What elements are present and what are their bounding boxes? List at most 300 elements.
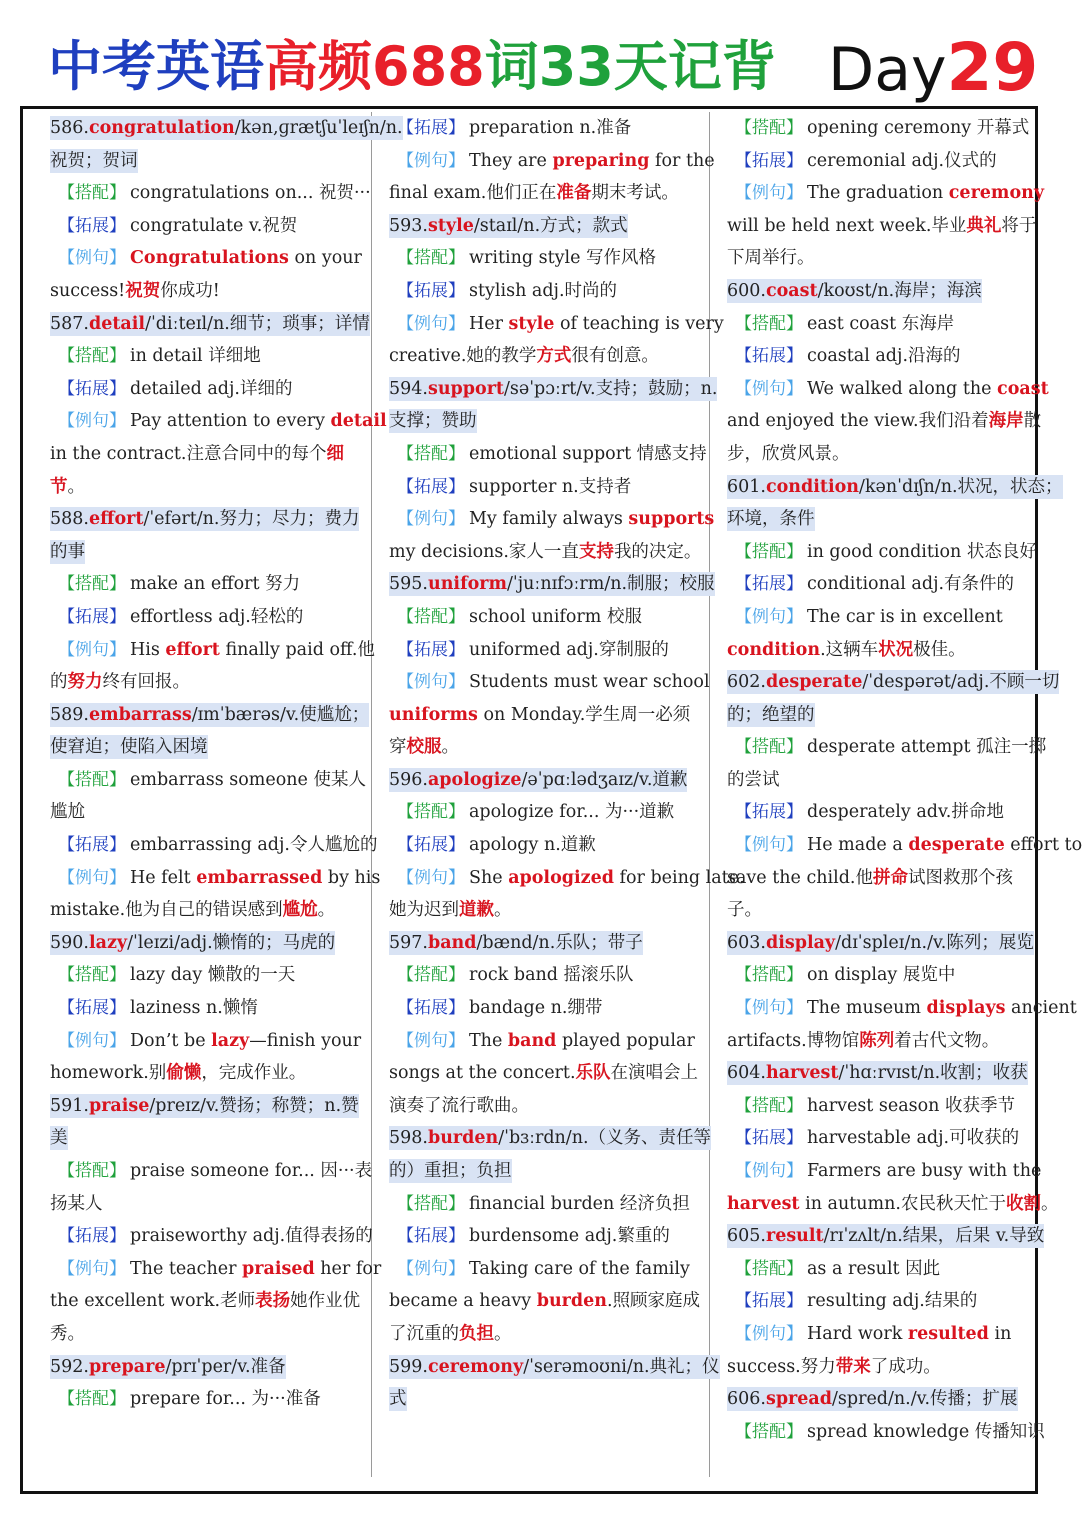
entry-text: 散 <box>1023 411 1042 432</box>
entry-text: and enjoyed the view.我们沿着 <box>727 411 989 432</box>
entry-detail-line <box>50 862 381 895</box>
entry-detail-line <box>389 308 724 341</box>
entry-text: stylish adj.时尚的 <box>469 280 618 301</box>
entry-text: 演奏了流行歌曲。 <box>389 1095 529 1116</box>
entry-text: 她为迟到 <box>389 900 459 921</box>
entry-headword-line <box>50 699 368 732</box>
entry-text: detailed adj.详细的 <box>130 378 293 399</box>
entry-text: 。 <box>1040 1193 1059 1214</box>
entry-detail-line <box>727 536 1045 569</box>
entry-text: /ˈbɜːrdn/n.（义务、责任等 <box>498 1128 712 1149</box>
headword-highlight <box>50 312 370 336</box>
entry-text: east coast 东海岸 <box>807 313 955 334</box>
entry-text: 。 <box>317 900 336 921</box>
entry-detail-line <box>727 601 1045 634</box>
entry-detail-line <box>727 829 1082 862</box>
example-tag: 【例句】 <box>735 183 803 204</box>
entry-text: success.努力 <box>727 1356 836 1377</box>
headword-highlight <box>50 931 335 955</box>
headword-highlight <box>727 931 1034 955</box>
highlighted-text: apologized <box>508 867 614 888</box>
collocation-tag: 【搭配】 <box>58 574 126 595</box>
extension-tag: 【拓展】 <box>735 1291 803 1312</box>
highlighted-text: harvest <box>727 1193 800 1214</box>
entry-text: apologize for... 为···道歉 <box>469 802 675 823</box>
headword-highlight <box>50 507 359 531</box>
entry-text: /kən‚ɡrætʃuˈleɪʃn/n. <box>234 118 403 138</box>
headword-highlight <box>727 475 1063 499</box>
example-tag: 【例句】 <box>735 998 803 1019</box>
entry-detail-line <box>727 112 1045 145</box>
entry-detail-line <box>389 145 715 178</box>
highlighted-text: 细 <box>326 443 344 464</box>
headword: support <box>427 378 504 399</box>
highlighted-text: 方式 <box>536 346 572 367</box>
headword: band <box>427 932 477 953</box>
entry-headword-line <box>389 1383 707 1416</box>
extension-tag: 【拓展】 <box>735 150 803 171</box>
example-tag: 【例句】 <box>397 867 465 888</box>
entry-text: The graduation <box>807 183 949 204</box>
collocation-tag: 【搭配】 <box>397 965 465 986</box>
entry-detail-line <box>50 242 368 275</box>
day-number: 29 <box>946 29 1039 106</box>
extension-tag: 【拓展】 <box>397 835 465 856</box>
headword-highlight <box>727 279 982 303</box>
headword: coast <box>765 280 818 301</box>
entry-detail-line <box>50 764 368 797</box>
entry-number: 603. <box>727 932 766 953</box>
example-tag: 【例句】 <box>58 248 126 269</box>
entry-text-line <box>727 1025 1045 1058</box>
entry-text: in autumn.农民秋天忙于 <box>799 1193 1006 1214</box>
entry-headword-line <box>50 145 368 178</box>
headword-highlight <box>389 1355 720 1379</box>
entry-text: spread knowledge 传播知识 <box>807 1421 1045 1442</box>
entry-text-line <box>50 438 368 471</box>
entry-text-line <box>389 699 707 732</box>
headword-highlight <box>50 1355 286 1379</box>
entry-text: of teaching is very <box>554 313 724 334</box>
highlighted-text: 偷懒 <box>166 1063 202 1084</box>
example-tag: 【例句】 <box>397 509 465 530</box>
entry-text-line <box>389 536 707 569</box>
highlighted-text: 节 <box>50 476 68 497</box>
entry-headword-line <box>727 1220 1045 1253</box>
entry-text: /ˈefərt/n.努力；尽力；费力 <box>143 509 360 530</box>
entry-text: in the contract.注意合同中的每个 <box>50 443 327 464</box>
entry-detail-line <box>389 242 707 275</box>
collocation-tag: 【搭配】 <box>397 248 465 269</box>
highlighted-text: ceremony <box>948 183 1045 204</box>
entry-text: /ˈdespərət/adj.不顾一切 <box>862 672 1060 693</box>
headword-highlight <box>50 540 85 564</box>
entry-detail-line <box>727 145 1045 178</box>
headword: detail <box>88 313 146 334</box>
entry-text: 的；绝望的 <box>727 704 815 725</box>
entry-text: 期末考试。 <box>591 183 679 204</box>
highlighted-text: 负担 <box>459 1323 494 1344</box>
entry-text: 秀。 <box>50 1323 85 1344</box>
entry-detail-line <box>389 601 707 634</box>
entry-text: final exam.他们正在 <box>389 183 557 204</box>
headword-highlight <box>727 670 1059 694</box>
entry-text: 祝贺；贺词 <box>50 150 138 171</box>
entry-text: Hard work <box>807 1323 908 1344</box>
entry-text: on display 展览中 <box>807 965 956 986</box>
entry-number: 600. <box>727 280 766 301</box>
entry-text-line <box>50 275 368 308</box>
entry-text: 照顾家庭成 <box>612 1291 701 1312</box>
entry-text: congratulate v.祝贺 <box>130 215 298 236</box>
entry-detail-line <box>727 373 1049 406</box>
example-tag: 【例句】 <box>735 1323 803 1344</box>
example-tag: 【例句】 <box>735 835 803 856</box>
highlighted-text: band <box>507 1030 557 1051</box>
entry-text: for being late. <box>613 867 745 888</box>
entry-text: by his <box>322 867 381 888</box>
entry-text: laziness n.懒惰 <box>130 998 258 1019</box>
entry-text-line <box>50 1057 368 1090</box>
entry-detail-line <box>727 731 1045 764</box>
entry-text: /ˈjuːnɪfɔːrm/n.制服；校服 <box>507 574 715 595</box>
title-part-3: 词33天记背 <box>484 35 776 98</box>
collocation-tag: 【搭配】 <box>58 1389 126 1410</box>
highlighted-text: condition <box>727 639 821 660</box>
collocation-tag: 【搭配】 <box>735 541 803 562</box>
entry-number: 592. <box>50 1356 89 1377</box>
entry-text-line <box>727 242 1045 275</box>
entry-text-line <box>389 1057 707 1090</box>
highlighted-text: displays <box>926 998 1006 1019</box>
entry-detail-line <box>50 210 368 243</box>
entry-text: the excellent work.老师 <box>50 1291 256 1312</box>
entry-text: /səˈpɔːrt/v.支持；鼓励；n. <box>504 378 718 399</box>
entry-headword-line <box>50 731 368 764</box>
entry-text-line <box>727 894 1045 927</box>
entry-number: 596. <box>389 769 428 790</box>
highlighted-text: 乐队 <box>575 1063 611 1084</box>
entry-headword-line <box>50 536 368 569</box>
entry-number: 589. <box>50 704 89 725</box>
entry-text: save the child.他 <box>727 867 873 888</box>
entry-detail-line <box>389 862 745 895</box>
example-tag: 【例句】 <box>58 1030 126 1051</box>
entry-headword-line <box>389 568 715 601</box>
extension-tag: 【拓展】 <box>735 1128 803 1149</box>
entry-detail-line <box>727 1285 1045 1318</box>
highlighted-text: resulted <box>907 1323 989 1344</box>
entry-text: in good condition 状态良好 <box>807 541 1037 562</box>
entry-text: 我的决定。 <box>613 541 702 562</box>
entry-headword-line <box>727 1057 1045 1090</box>
entry-text: ，完成作业。 <box>201 1063 307 1084</box>
entry-text: on your <box>288 248 362 269</box>
entry-text: in <box>988 1323 1012 1344</box>
entry-text: bandage n.绷带 <box>469 998 603 1019</box>
collocation-tag: 【搭配】 <box>735 1258 803 1279</box>
entry-text: harvest season 收获季节 <box>807 1095 1016 1116</box>
entry-text: lazy day 懒散的一天 <box>130 965 296 986</box>
collocation-tag: 【搭配】 <box>735 737 803 758</box>
entry-detail-line <box>50 1220 373 1253</box>
entry-detail-line <box>50 829 378 862</box>
highlighted-text: effort <box>165 639 220 660</box>
entry-text-line <box>727 862 1045 895</box>
entry-text-line <box>727 438 1045 471</box>
headword-highlight <box>389 1126 711 1150</box>
entry-text: preparation n.准备 <box>469 118 632 138</box>
headword: uniform <box>427 574 508 595</box>
headword-highlight <box>389 377 717 401</box>
entry-text: /spred/n./v.传播；扩展 <box>832 1389 1018 1410</box>
entry-text: Don’t be <box>130 1030 212 1051</box>
entry-number: 599. <box>389 1356 428 1377</box>
entry-text: ceremonial adj.仪式的 <box>807 150 997 171</box>
entry-text: effortless adj.轻松的 <box>130 606 304 627</box>
highlighted-text: 努力 <box>67 672 103 693</box>
headword-highlight <box>389 931 643 955</box>
entry-text: /rɪˈzʌlt/n.结果，后果 v.导致 <box>823 1226 1045 1247</box>
example-tag: 【例句】 <box>397 150 465 171</box>
entry-text: 终有回报。 <box>102 672 190 693</box>
entry-text: 式 <box>389 1389 407 1410</box>
highlighted-text: uniforms <box>389 704 478 725</box>
example-tag: 【例句】 <box>397 1030 465 1051</box>
entry-text-line <box>50 666 368 699</box>
headword: spread <box>765 1389 832 1410</box>
title-part-2: 高频688 <box>264 35 485 98</box>
entry-text: 下周举行。 <box>727 248 815 269</box>
entry-text: /kənˈdɪʃn/n.状况，状态； <box>859 476 1063 497</box>
highlighted-text: 表扬 <box>255 1291 291 1312</box>
entry-text-line <box>727 210 1045 243</box>
entry-text: He felt <box>130 867 197 888</box>
entry-text: rock band 摇滚乐队 <box>469 965 634 986</box>
example-tag: 【例句】 <box>397 672 465 693</box>
extension-tag: 【拓展】 <box>735 802 803 823</box>
entry-number: 601. <box>727 476 766 497</box>
entry-detail-line <box>50 405 387 438</box>
highlighted-text: 带来 <box>835 1356 871 1377</box>
entry-text: .这辆车 <box>820 639 879 660</box>
entry-detail-line <box>389 1220 707 1253</box>
entry-detail-line <box>50 373 368 406</box>
entry-text: success! <box>50 280 126 301</box>
entry-text: /preɪz/v.赞扬；称赞；n.赞 <box>149 1095 359 1116</box>
entry-text: /dɪˈspleɪ/n./v.陈列；展览 <box>835 932 1034 953</box>
entry-text: apology n.道歉 <box>469 835 596 856</box>
highlighted-text: 支持 <box>578 541 614 562</box>
entry-text: My family always <box>469 509 629 530</box>
headword: congratulation <box>88 118 235 138</box>
entry-text: her for <box>314 1258 382 1279</box>
entry-detail-line <box>50 1383 368 1416</box>
extension-tag: 【拓展】 <box>397 1226 465 1247</box>
headword-highlight <box>50 116 403 140</box>
entry-headword-line <box>50 1090 368 1123</box>
entry-number: 591. <box>50 1095 89 1116</box>
headword-highlight <box>727 507 815 531</box>
entry-text: 的 <box>50 672 68 693</box>
collocation-tag: 【搭配】 <box>397 606 465 627</box>
entry-text: The car is in excellent <box>807 606 1003 627</box>
headword: lazy <box>88 932 128 953</box>
highlighted-text: lazy <box>211 1030 250 1051</box>
vocab-column-2 <box>389 112 745 1416</box>
day-text: Day <box>828 35 947 105</box>
entry-number: 590. <box>50 932 89 953</box>
headword: prepare <box>88 1356 166 1377</box>
example-tag: 【例句】 <box>397 1258 465 1279</box>
entry-text: became a heavy <box>389 1291 537 1312</box>
entry-text: 步，欣赏风景。 <box>727 443 850 464</box>
highlighted-text: burden <box>536 1291 607 1312</box>
entry-text: 尴尬 <box>50 802 85 823</box>
entry-text: 子。 <box>727 900 762 921</box>
extension-tag: 【拓展】 <box>58 835 126 856</box>
collocation-tag: 【搭配】 <box>58 769 126 790</box>
entry-text: We walked along the <box>807 378 998 399</box>
extension-tag: 【拓展】 <box>397 639 465 660</box>
entry-text: opening ceremony 开幕式 <box>807 118 1030 138</box>
headword: desperate <box>765 672 863 693</box>
collocation-tag: 【搭配】 <box>735 118 803 138</box>
collocation-tag: 【搭配】 <box>58 346 126 367</box>
headword: apologize <box>427 769 522 790</box>
entry-detail-line <box>50 992 368 1025</box>
entry-detail-line <box>50 568 368 601</box>
headword-highlight <box>389 1159 512 1183</box>
headword: result <box>765 1226 824 1247</box>
entry-text: embarrassing adj.令人尴尬的 <box>130 835 378 856</box>
entry-headword-line <box>389 927 707 960</box>
headword: effort <box>88 509 144 530</box>
headword-highlight <box>389 768 687 792</box>
entry-headword-line <box>50 1122 368 1155</box>
entry-text: resulting adj.结果的 <box>807 1291 978 1312</box>
highlighted-text: 祝贺 <box>125 280 161 301</box>
entry-text-line <box>727 1188 1059 1221</box>
entry-text: praiseworthy adj.值得表扬的 <box>130 1226 373 1247</box>
entry-detail-line <box>389 471 707 504</box>
entry-detail-line <box>50 340 368 373</box>
entry-text-line <box>50 1318 368 1351</box>
highlighted-text: 校服 <box>406 737 442 758</box>
headword: condition <box>765 476 860 497</box>
entry-text: conditional adj.有条件的 <box>807 574 1015 595</box>
extension-tag: 【拓展】 <box>58 1226 126 1247</box>
entry-text: writing style 写作风格 <box>469 248 657 269</box>
entry-text: 将于 <box>1001 215 1037 236</box>
collocation-tag: 【搭配】 <box>58 183 126 204</box>
title-part-1: 中考英语 <box>48 35 264 98</box>
entry-text: ancient <box>1005 998 1077 1019</box>
highlighted-text: 陈列 <box>859 1030 895 1051</box>
entry-text: 着古代文物。 <box>894 1030 1000 1051</box>
extension-tag: 【拓展】 <box>397 118 465 138</box>
entry-detail-line <box>50 177 371 210</box>
entry-text: burdensome adj.繁重的 <box>469 1226 670 1247</box>
entry-text: emotional support 情感支持 <box>469 443 707 464</box>
headword: embarrass <box>88 704 192 725</box>
entry-text: 。 <box>494 1323 512 1344</box>
entry-text: The <box>469 1030 508 1051</box>
example-tag: 【例句】 <box>735 1161 803 1181</box>
entry-headword-line <box>389 1155 707 1188</box>
entry-text: 试图救那个孩 <box>907 867 1013 888</box>
entry-text: embarrass someone 使某人 <box>130 769 366 790</box>
example-tag: 【例句】 <box>735 378 803 399</box>
highlighted-text: style <box>508 313 555 334</box>
extension-tag: 【拓展】 <box>58 378 126 399</box>
entry-text: coastal adj.沿海的 <box>807 346 961 367</box>
headword-highlight <box>727 1224 1044 1248</box>
entry-text: my decisions.家人一直 <box>389 541 579 562</box>
entry-detail-line <box>389 992 707 1025</box>
headword: display <box>765 932 836 953</box>
entry-number: 593. <box>389 215 428 236</box>
entry-text: —finish your <box>249 1030 362 1051</box>
entry-text: The museum <box>807 998 927 1019</box>
entry-text: desperately adv.拼命地 <box>807 802 1004 823</box>
entry-text: supporter n.支持者 <box>469 476 632 497</box>
entry-detail-line <box>727 340 1045 373</box>
entry-headword-line <box>727 1383 1045 1416</box>
headword-highlight <box>50 1126 68 1150</box>
entry-detail-line <box>727 1318 1045 1351</box>
entry-headword-line <box>389 210 707 243</box>
collocation-tag: 【搭配】 <box>735 1421 803 1442</box>
entry-text-line <box>50 1285 368 1318</box>
highlighted-text: 准备 <box>556 183 592 204</box>
entry-text-line <box>727 1351 1045 1384</box>
entry-number: 605. <box>727 1226 766 1247</box>
entry-headword-line <box>389 1122 712 1155</box>
entry-text: /ˈserəmoʊni/n.典礼；仪 <box>523 1356 720 1377</box>
entry-headword-line <box>727 471 1063 504</box>
highlighted-text: detail <box>330 411 387 432</box>
example-tag: 【例句】 <box>58 1258 126 1279</box>
example-tag: 【例句】 <box>735 606 803 627</box>
entry-detail-line <box>50 1253 382 1286</box>
entry-detail-line <box>50 959 368 992</box>
entry-headword-line <box>727 503 1045 536</box>
entry-number: 597. <box>389 932 428 953</box>
headword-highlight <box>389 409 477 433</box>
collocation-tag: 【搭配】 <box>735 313 803 334</box>
entry-detail-line <box>727 1253 1045 1286</box>
entry-detail-line <box>50 634 375 667</box>
entry-text-line <box>727 405 1045 438</box>
entry-text: Her <box>469 313 509 334</box>
entry-text: mistake.他为自己的错误感到 <box>50 900 283 921</box>
highlighted-text: preparing <box>552 150 650 171</box>
entry-detail-line <box>389 829 707 862</box>
entry-text: played popular <box>556 1030 695 1051</box>
extension-tag: 【拓展】 <box>397 280 465 301</box>
entry-text: effort to <box>1004 835 1082 856</box>
entry-text: /ˈleɪzi/adj.懒惰的；马虎的 <box>127 932 336 953</box>
entry-number: 595. <box>389 574 428 595</box>
entry-text-line <box>389 731 707 764</box>
headword-highlight <box>389 572 715 596</box>
headword-highlight <box>389 1387 407 1411</box>
entry-text: for the <box>649 150 715 171</box>
extension-tag: 【拓展】 <box>58 606 126 627</box>
entry-text-line <box>389 1285 707 1318</box>
entry-text-line <box>389 340 707 373</box>
